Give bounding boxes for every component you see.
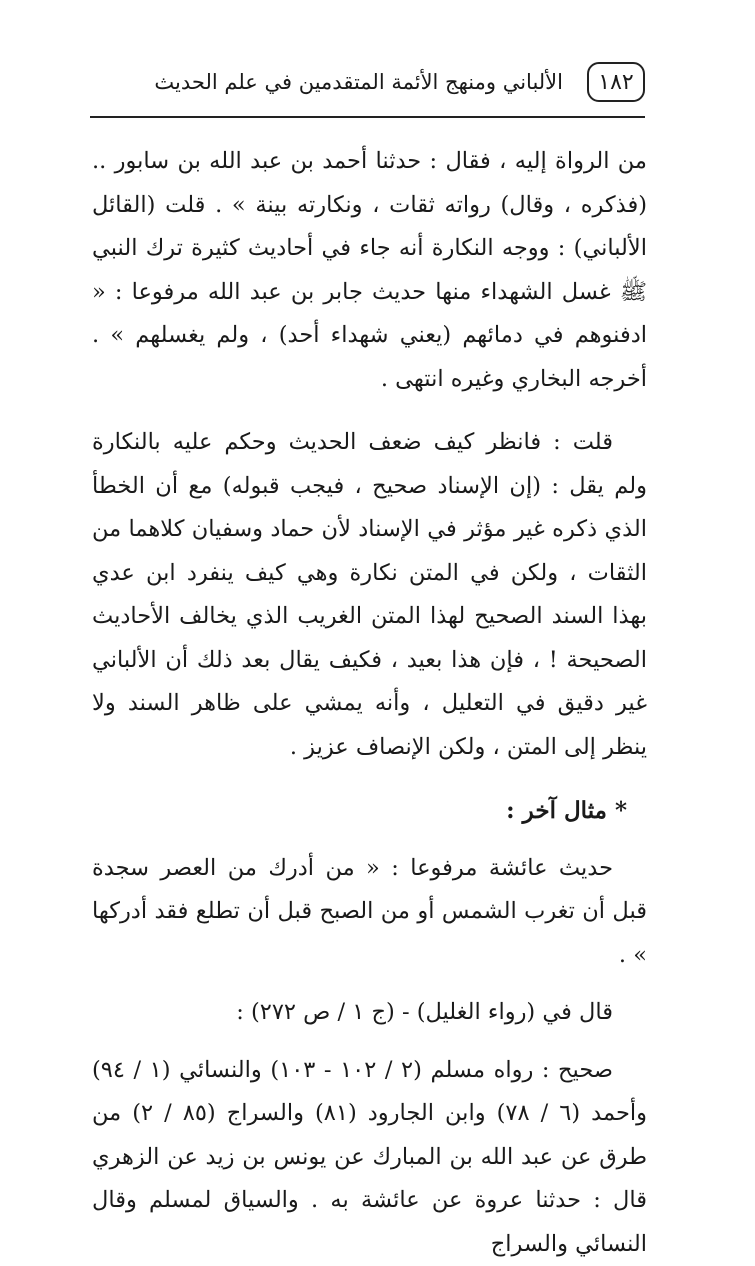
example-heading: * مثال آخر : — [92, 789, 647, 833]
page-number: ١٨٢ — [587, 62, 645, 102]
page-header — [90, 62, 645, 112]
paragraph-2: قلت : فانظر كيف ضعف الحديث وحكم عليه بالنكارة ولم يقل : (إن الإسناد صحيح ، فيجب قبوله) مع أن الخطأ الذي ذكره غير مؤثر في الإسناد لأن حماد وسفيان كلاهما من الثقات ، ولكن في المتن نكارة وهي كيف ينفرد ابن عدي بهذا السند الصحيح لهذا المتن الغريب الذي يخالف الأحاديث الصحيحة ! ، فإن هذا بعيد ، فكيف يقال بعد ذلك أن الألباني غير دقيق في التعليل ، وأنه يمشي على ظاهر السند ولا ينظر إلى المتن ، ولكن الإنصاف عزيز . — [92, 421, 647, 769]
paragraph-4: قال في (رواء الغليل) - (ج ١ / ص ٢٧٢) : — [92, 991, 647, 1035]
header-rule — [90, 116, 645, 118]
page-body — [92, 140, 647, 1266]
paragraph-3: حديث عائشة مرفوعا : « من أدرك من العصر سجدة قبل أن تغرب الشمس أو من الصبح قبل أن تطلع فقد أدركها » . — [92, 847, 647, 978]
paragraph-1: من الرواة إليه ، فقال : حدثنا أحمد بن عبد الله بن سابور .. (فذكره ، وقال) رواته ثقات ، ونكارته بينة » . قلت (القائل الألباني) : ووجه النكارة أنه جاء في أحاديث كثيرة ترك النبي ﷺ غسل الشهداء منها حديث جابر بن عبد الله مرفوعا : « ادفنوهم في دمائهم (يعني شهداء أحد) ، ولم يغسلهم » . أخرجه البخاري وغيره انتهى . — [92, 140, 647, 401]
running-title: الألباني ومنهج الأئمة المتقدمين في علم الحديث — [154, 70, 563, 94]
paragraph-5: صحيح : رواه مسلم (٢ / ١٠٢ - ١٠٣) والنسائي (١ / ٩٤) وأحمد (٦ / ٧٨) وابن الجارود (٨١) والسراج (٨٥ / ٢) من طرق عن عبد الله بن المبارك عن يونس بن زيد عن الزهري قال : حدثنا عروة عن عائشة به . والسياق لمسلم وقال النسائي والسراج — [92, 1049, 647, 1266]
